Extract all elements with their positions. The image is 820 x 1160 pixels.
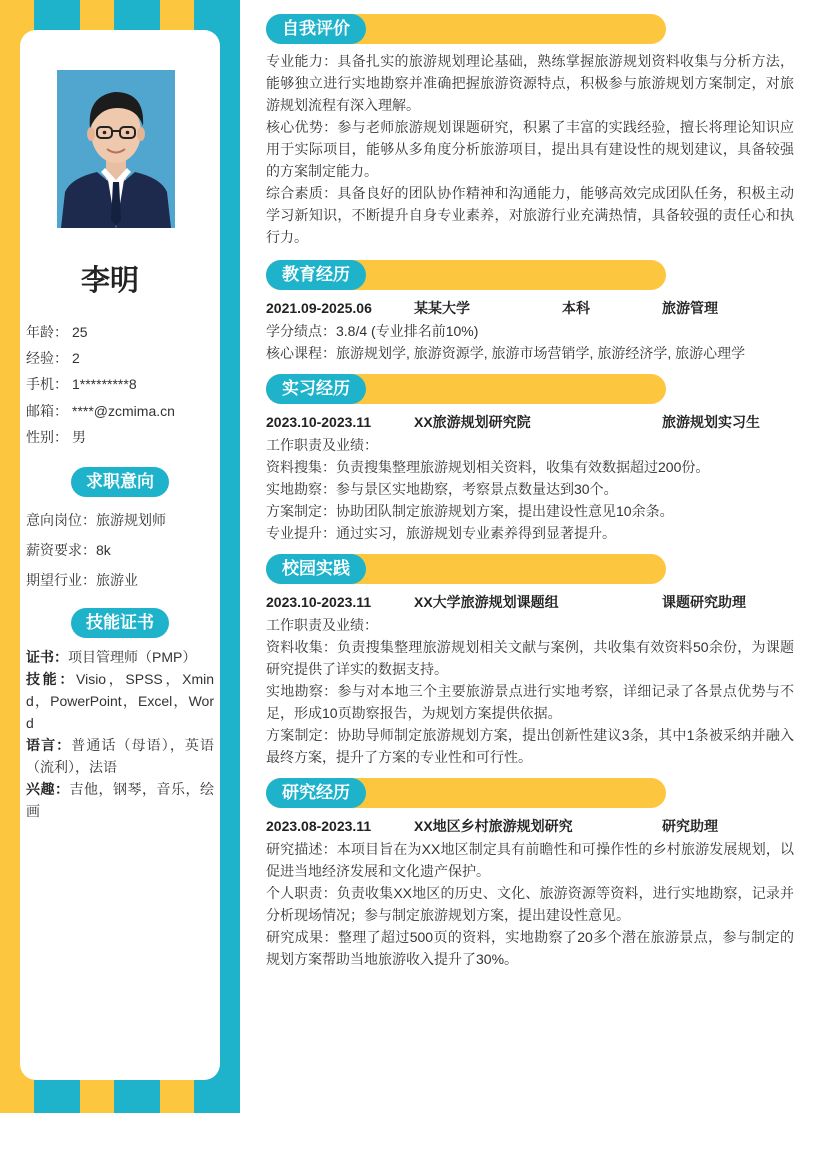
education-detail: 核心课程：旅游规划学, 旅游资源学, 旅游市场营销学, 旅游经济学, 旅游心理学 [266,345,746,361]
campus-detail: 工作职责及业绩： [266,617,378,633]
self-eval-paragraph: 核心优势：参与老师旅游规划课题研究，积累了丰富的实践经验，擅长将理论知识应用于实际项目，能够从多角度分析旅游项目，提出具有建设性的规划建议，具备较强的方案制定能力。 [266,119,794,179]
info-phone: 手机： 1*********8 [26,376,137,393]
campus-practice-section [266,554,794,768]
education-entry-header [266,296,794,320]
research-detail: 个人职责：负责收集XX地区的历史、文化、旅游资源等资料，进行实地勘察，记录并分析现场情况；参与制定旅游规划方案，提出建设性意见。 [266,885,794,923]
section-title: 教育经历 [266,260,366,290]
profile-name: 李明 [80,265,139,297]
entry-role: 课题研究助理 [662,594,746,610]
personal-info-list [26,319,175,450]
campus-detail: 资料收集：负责搜集整理旅游规划相关文献与案例，共收集有效资料50余份，为课题研究提供了详实的数据支持。 [266,639,794,677]
entry-degree: 本科 [562,300,590,316]
internship-entry-header [266,410,794,434]
skill-tools: 技能：Visio，SPSS，Xmind，PowerPoint，Excel，Word [26,671,215,731]
entry-date: 2023.10-2023.11 [266,414,372,430]
campus-detail: 实地勘察：参与对本地三个主要旅游景点进行实地考察，详细记录了各景点优势与不足，形成10页勘察报告，为规划方案提供依据。 [266,683,794,721]
job-intent-row: 薪资要求：8k [26,542,111,558]
internship-section [266,374,794,544]
entry-organization: XX大学旅游规划课题组 [414,594,559,610]
section-header [266,14,794,44]
entry-role: 研究助理 [662,818,718,834]
section-header [266,778,794,808]
entry-date: 2021.09-2025.06 [266,300,372,316]
self-evaluation-section [266,14,794,248]
education-detail: 学分绩点：3.8/4 (专业排名前10%) [266,323,479,339]
info-experience: 经验： 2 [26,350,80,367]
entry-major: 旅游管理 [662,300,718,316]
skills-list [26,646,214,822]
section-header [266,374,794,404]
internship-detail: 专业提升：通过实习，旅游规划专业素养得到显著提升。 [266,525,616,541]
section-title: 自我评价 [266,14,366,44]
skill-languages: 语言：普通话（母语），英语（流利），法语 [26,737,214,775]
profile-photo [57,70,175,228]
internship-detail: 资料搜集：负责搜集整理旅游规划相关资料，收集有效数据超过200份。 [266,459,710,475]
entry-date: 2023.10-2023.11 [266,594,372,610]
section-title: 校园实践 [266,554,366,584]
education-section [266,260,794,364]
skill-hobbies: 兴趣：吉他，钢琴，音乐，绘画 [26,781,214,819]
section-title: 研究经历 [266,778,366,808]
section-header [266,260,794,290]
entry-school: 某某大学 [414,300,470,316]
section-header [266,554,794,584]
internship-detail: 方案制定：协助团队制定旅游规划方案，提出建设性意见10余条。 [266,503,674,519]
entry-role: 旅游规划实习生 [662,414,760,430]
entry-organization: XX旅游规划研究院 [414,414,531,430]
job-intent-row: 期望行业：旅游业 [26,572,138,588]
skill-certificate: 证书：项目管理师（PMP） [26,649,197,665]
section-title: 实习经历 [266,374,366,404]
skills-heading: 技能证书 [71,608,169,638]
self-eval-paragraph: 综合素质：具备良好的团队协作精神和沟通能力，能够高效完成团队任务，积极主动学习新知识，不断提升自身专业素养，对旅游行业充满热情，具备较强的责任心和执行力。 [266,185,794,245]
profile-card [20,30,220,1080]
job-intent-row: 意向岗位：旅游规划师 [26,512,166,528]
info-gender: 性别： 男 [26,428,86,445]
entry-date: 2023.08-2023.11 [266,818,372,834]
info-age: 年龄： 25 [26,324,88,340]
internship-detail: 工作职责及业绩： [266,437,378,453]
main-content [266,14,794,970]
self-eval-paragraph: 专业能力：具备扎实的旅游规划理论基础，熟练掌握旅游规划资料收集与分析方法，能够独立进行实地勘察并准确把握旅游资源特点，积极参与旅游规划方案制定，对旅游规划流程有深入理解。 [266,53,794,113]
campus-entry-header [266,590,794,614]
job-intent-heading: 求职意向 [71,467,169,497]
research-entry-header [266,814,794,838]
job-intent-list [26,506,166,596]
campus-detail: 方案制定：协助导师制定旅游规划方案，提出创新性建议3条，其中1条被采纳并融入最终方案，提升了方案的专业性和可行性。 [266,727,794,765]
internship-detail: 实地勘察：参与景区实地勘察，考察景点数量达到30个。 [266,481,618,497]
research-section [266,778,794,970]
entry-project: XX地区乡村旅游规划研究 [414,818,573,834]
research-detail: 研究描述：本项目旨在为XX地区制定具有前瞻性和可操作性的乡村旅游发展规划，以促进当地经济发展和文化遗产保护。 [266,841,794,879]
portrait-image [57,70,175,228]
info-email: 邮箱： ****@zcmima.cn [26,402,175,419]
research-detail: 研究成果：整理了超过500页的资料，实地勘察了20多个潜在旅游景点，参与制定的规划方案帮助当地旅游收入提升了30%。 [266,929,794,967]
